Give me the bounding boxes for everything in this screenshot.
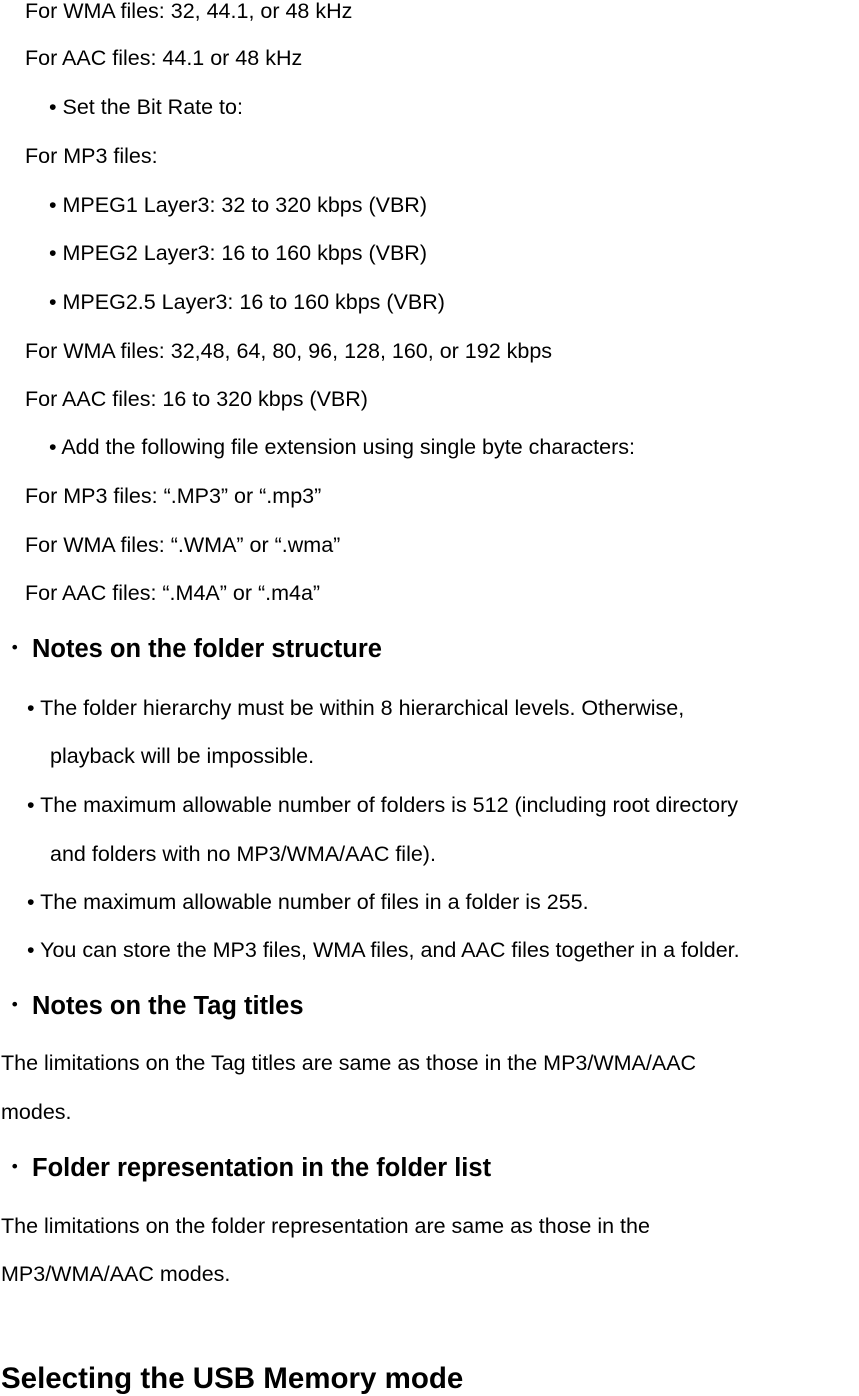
bullet-icon: ・ (2, 992, 28, 1020)
section-title: Selecting the USB Memory mode (1, 1362, 464, 1395)
folder-list-body-line2: MP3/WMA/AAC modes. (1, 1262, 231, 1286)
folder-note-4: • You can store the MP3 files, WMA files, and AAC files together in a folder. (27, 938, 740, 962)
folder-structure-heading-text: Notes on the folder structure (32, 635, 382, 663)
folder-structure-heading (0, 634, 382, 664)
bitrate-mp3-label: For MP3 files: (25, 144, 158, 168)
folder-note-3: • The maximum allowable number of files in a folder is 255. (27, 890, 589, 914)
folder-note-1-cont: playback will be impossible. (50, 744, 315, 768)
extension-intro: • Add the following file extension using single byte characters: (49, 435, 635, 459)
folder-note-2-cont: and folders with no MP3/WMA/AAC file). (50, 842, 436, 866)
bullet-icon: ・ (2, 635, 28, 663)
sampling-aac: For AAC files: 44.1 or 48 kHz (25, 46, 303, 70)
bitrate-aac: For AAC files: 16 to 320 kbps (VBR) (25, 387, 368, 411)
bitrate-intro: • Set the Bit Rate to: (49, 95, 243, 119)
sampling-wma: For WMA files: 32, 44.1, or 48 kHz (25, 0, 353, 23)
folder-note-1: • The folder hierarchy must be within 8 hierarchical levels. Otherwise, (27, 696, 685, 720)
extension-aac: For AAC files: “.M4A” or “.m4a” (25, 581, 321, 605)
folder-list-body-line1: The limitations on the folder representation are same as those in the (1, 1214, 650, 1238)
folder-list-heading-text: Folder representation in the folder list (32, 1154, 492, 1182)
folder-note-2: • The maximum allowable number of folders is 512 (including root directory (27, 793, 738, 817)
tag-titles-heading (0, 991, 304, 1021)
tag-titles-body-line1: The limitations on the Tag titles are same as those in the MP3/WMA/AAC (1, 1051, 697, 1075)
bitrate-wma: For WMA files: 32,48, 64, 80, 96, 128, 160, or 192 kbps (25, 339, 553, 363)
extension-mp3: For MP3 files: “.MP3” or “.mp3” (25, 484, 322, 508)
tag-titles-body-line2: modes. (1, 1100, 72, 1124)
bitrate-mpeg25: • MPEG2.5 Layer3: 16 to 160 kbps (VBR) (49, 290, 445, 314)
folder-list-heading (0, 1153, 491, 1183)
tag-titles-heading-text: Notes on the Tag titles (32, 992, 304, 1020)
bullet-icon: ・ (2, 1154, 28, 1182)
bitrate-mpeg1: • MPEG1 Layer3: 32 to 320 kbps (VBR) (49, 193, 427, 217)
extension-wma: For WMA files: “.WMA” or “.wma” (25, 533, 341, 557)
bitrate-mpeg2: • MPEG2 Layer3: 16 to 160 kbps (VBR) (49, 241, 427, 265)
